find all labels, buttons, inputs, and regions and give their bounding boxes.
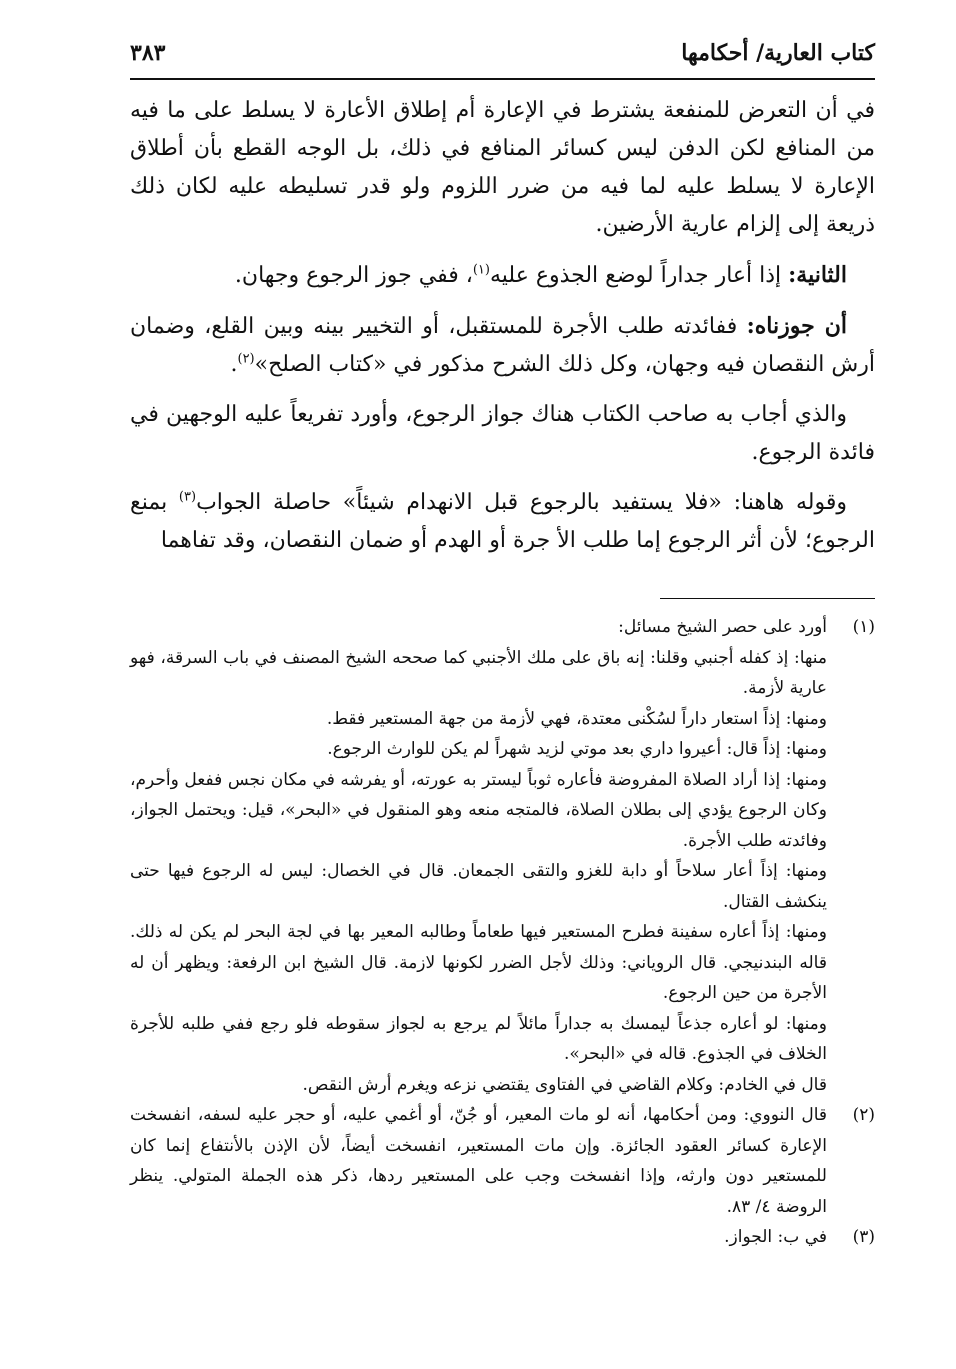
footnote-1-line: منها: إذ كفله أجنبي وقلنا: إنه باق على ملك الأجنبي كما صححه الشيخ المصنف في باب السرقة، فهو عارية لأزمة.	[130, 647, 827, 698]
footnote-2-text: قال النووي: ومن أحكامها، أنه لو مات المعير، أو جُنّ، أو أغمي عليه، أو حجر عليه لسفه، انفسخت الإعارة كسائر العقود الجائزة. وإن مات المستعير، انفسخت أيضاً، لأن الإذن بالأنتفاع إنما كان للمستعير دون وارثه، وإذا انفسخت وجب على المستعير ردها، ذكر هذه الجملة المتولي. ينظر الروضة ٤/ ٨٣.	[130, 1105, 827, 1217]
paragraph-3-lead: أن جوزناه:	[746, 313, 848, 339]
footnote-2	[130, 1100, 875, 1222]
footnote-1-line: أورد على حصر الشيخ مسائل:	[618, 617, 827, 637]
main-text	[130, 92, 875, 572]
paragraph-2	[130, 256, 875, 295]
paragraph-4: والذي أجاب به صاحب الكتاب هناك جواز الرجوع، وأورد تفريعاً عليه الوجهين في فائدة الرجوع.	[130, 402, 875, 465]
paragraph-5-text-b: بمنع الرجوع؛ لأن أثر الرجوع إما طلب الأ جرة أو الهدم أو ضمان النقصان، وقد تفاهما	[130, 490, 875, 553]
footnotes	[130, 612, 875, 1253]
header-divider	[130, 78, 875, 80]
footnote-ref-1[interactable]: (١)	[472, 262, 490, 278]
paragraph-3-text-a: ففائدته طلب الأجرة للمستقبل، أو التخيير بينه وبين القلع، وضمان أرش النقصان فيه وجهان، وكل ذلك الشرح مذكور في «كتاب الصلح»	[130, 314, 875, 377]
footnote-2-number: (٢)	[852, 1105, 875, 1125]
header-title: كتاب العارية/ أحكامها	[681, 40, 875, 66]
paragraph-5-text-a: وقوله هاهنا: «فلا يستفيد بالرجوع قبل الانهدام شيئاً» حاصلة الجواب	[196, 490, 847, 515]
footnote-ref-3[interactable]: (٣)	[178, 489, 197, 505]
paragraph-3-text-b: .	[230, 352, 238, 377]
paragraph-2-text-b: ، ففي جوز الرجوع وجهان.	[234, 263, 473, 288]
footnote-1-line: ومنها: إذا أراد الصلاة المفروضة فأعاره ثوباً ليستر به عورته، أو يفرشه في مكان نجس ففعل وأحرم، وكان الرجوع يؤدي إلى بطلان الصلاة، فالمتجه منعه وهو المنقول في «البحر»، قيل: ويحتمل الجواز، وفائدته طلب الأجرة.	[130, 769, 827, 851]
page-number: ٣٨٣	[130, 40, 166, 66]
footnote-1-number: (١)	[852, 617, 875, 637]
footnote-3	[130, 1222, 875, 1253]
footnote-3-number: (٣)	[852, 1227, 875, 1247]
footnote-1-line: ومنها: إذاً استعار داراً لسُكْنى معتدة، فهي لأزمة من جهة المستعير فقط.	[326, 708, 827, 729]
paragraph-2-text-a: إذا أعار جداراً لوضع الجذوع عليه	[489, 263, 782, 288]
running-header	[130, 36, 875, 76]
footnote-1-line: قال في الخادم: وكلام القاضي في الفتاوى يقتضي نزعه ويغرم أرش النقص.	[302, 1074, 827, 1095]
footnote-1	[130, 612, 875, 1100]
paragraph-2-lead: الثانية:	[788, 262, 847, 288]
paragraph-3	[130, 307, 875, 384]
paragraph-5	[130, 484, 875, 560]
footnote-1-line: ومنها: إذاً قال: أعيروا داري بعد موتي لزيد شهراً لم يكن للوارث الرجوع.	[327, 739, 827, 759]
footnote-ref-2[interactable]: (٢)	[237, 351, 255, 367]
footnote-1-line: ومنها: إذاً أعاره سفينة فطرح المستعير فيها طعاماً وطالبه المعير بها في لجة البحر لم يكن له ذلك. قاله البندنيجي. قال الروياني: وذلك لأجل الضرر لكونها لازمة. قال الشيخ ابن الرفعة: ويظهر أن له الأجرة من حين الرجوع.	[130, 922, 827, 1003]
footnote-divider	[660, 598, 875, 599]
footnote-3-text: في ب: الجواز.	[724, 1227, 827, 1247]
paragraph-1: في أن التعرض للمنفعة يشترط في الإعارة أم إطلاق الأعارة لا يسلط على ما فيه من المنافع لكن الدفن ليس كسائر المنافع في ذلك، بل الوجه القطع بأن أطلاق الإعارة لا يسلط عليه لما فيه من ضرر اللزوم ولو قدر تسليطه عليه لكان ذلك ذريعة إلى إلزام عارية الأرضين.	[130, 98, 875, 237]
footnote-1-line: ومنها: إذاً أعار سلاحاً أو دابة للغزو والتقى الجمعان. قال في الخصال: ليس له الرجوع فيها حتى ينكشف القتال.	[130, 861, 827, 912]
footnote-1-line: ومنها: لو أعاره جذعاً ليمسك به جداراً مائلاً لم يرجع به لجواز سقوطه فلو رجع ففي طلبه للأجرة الخلاف في الجذوع. قاله في «البحر».	[130, 1013, 827, 1064]
